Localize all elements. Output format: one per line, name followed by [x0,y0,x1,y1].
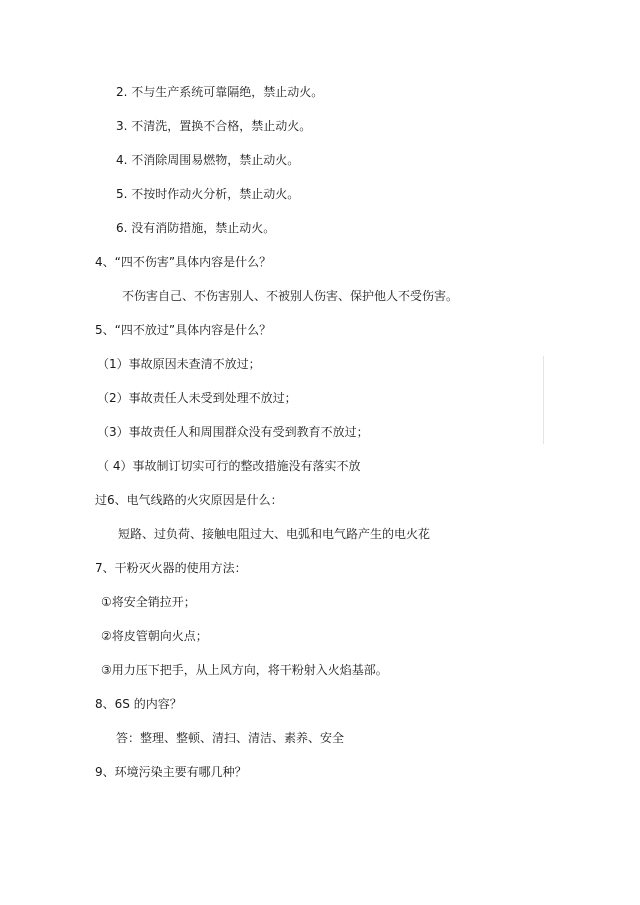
answer-5-item-3: （3）事故责任人和周围群众没有受到教育不放过； [97,425,369,439]
answer-6: 短路、过负荷、接触电阻过大、电弧和电气路产生的电火花 [118,527,431,541]
answer-5-item-2: （2）事故责任人未受到处理不放过； [97,391,297,405]
rule-item-5: 5. 不按时作动火分析，禁止动火。 [116,187,300,201]
question-9: 9、环境污染主要有哪几种？ [95,765,247,779]
answer-4: 不伤害自己、不伤害别人、不被别人伤害、保护他人不受伤害。 [122,289,459,303]
rule-item-2: 2. 不与生产系统可靠隔绝，禁止动火。 [116,85,324,99]
answer-7-step-2: ②将皮管朝向火点； [101,629,208,643]
answer-7-step-1: ①将安全销拉开； [101,595,196,609]
answer-5-item-1: （1）事故原因未查清不放过； [97,357,261,371]
question-5: 5、“四不放过”具体内容是什么？ [95,323,272,337]
answer-8: 答：整理、整顿、清扫、清洁、素养、安全 [116,731,345,745]
question-6: 过6、电气线路的火灾原因是什么： [95,493,283,507]
rule-item-3: 3. 不清洗，置换不合格，禁止动火。 [116,119,312,133]
margin-rule [543,356,544,444]
answer-5-item-4: （ 4）事故制订切实可行的整改措施没有落实不放 [97,459,361,473]
question-4: 4、“四不伤害”具体内容是什么？ [95,255,272,269]
answer-7-step-3: ③用力压下把手，从上风方向，将干粉射入火焰基部。 [101,663,388,677]
question-7: 7、干粉灭火器的使用方法： [95,561,247,575]
rule-item-4: 4. 不消除周围易燃物，禁止动火。 [116,153,300,167]
rule-item-6: 6. 没有消防措施，禁止动火。 [116,221,276,235]
question-8: 8、6S 的内容？ [95,697,182,711]
